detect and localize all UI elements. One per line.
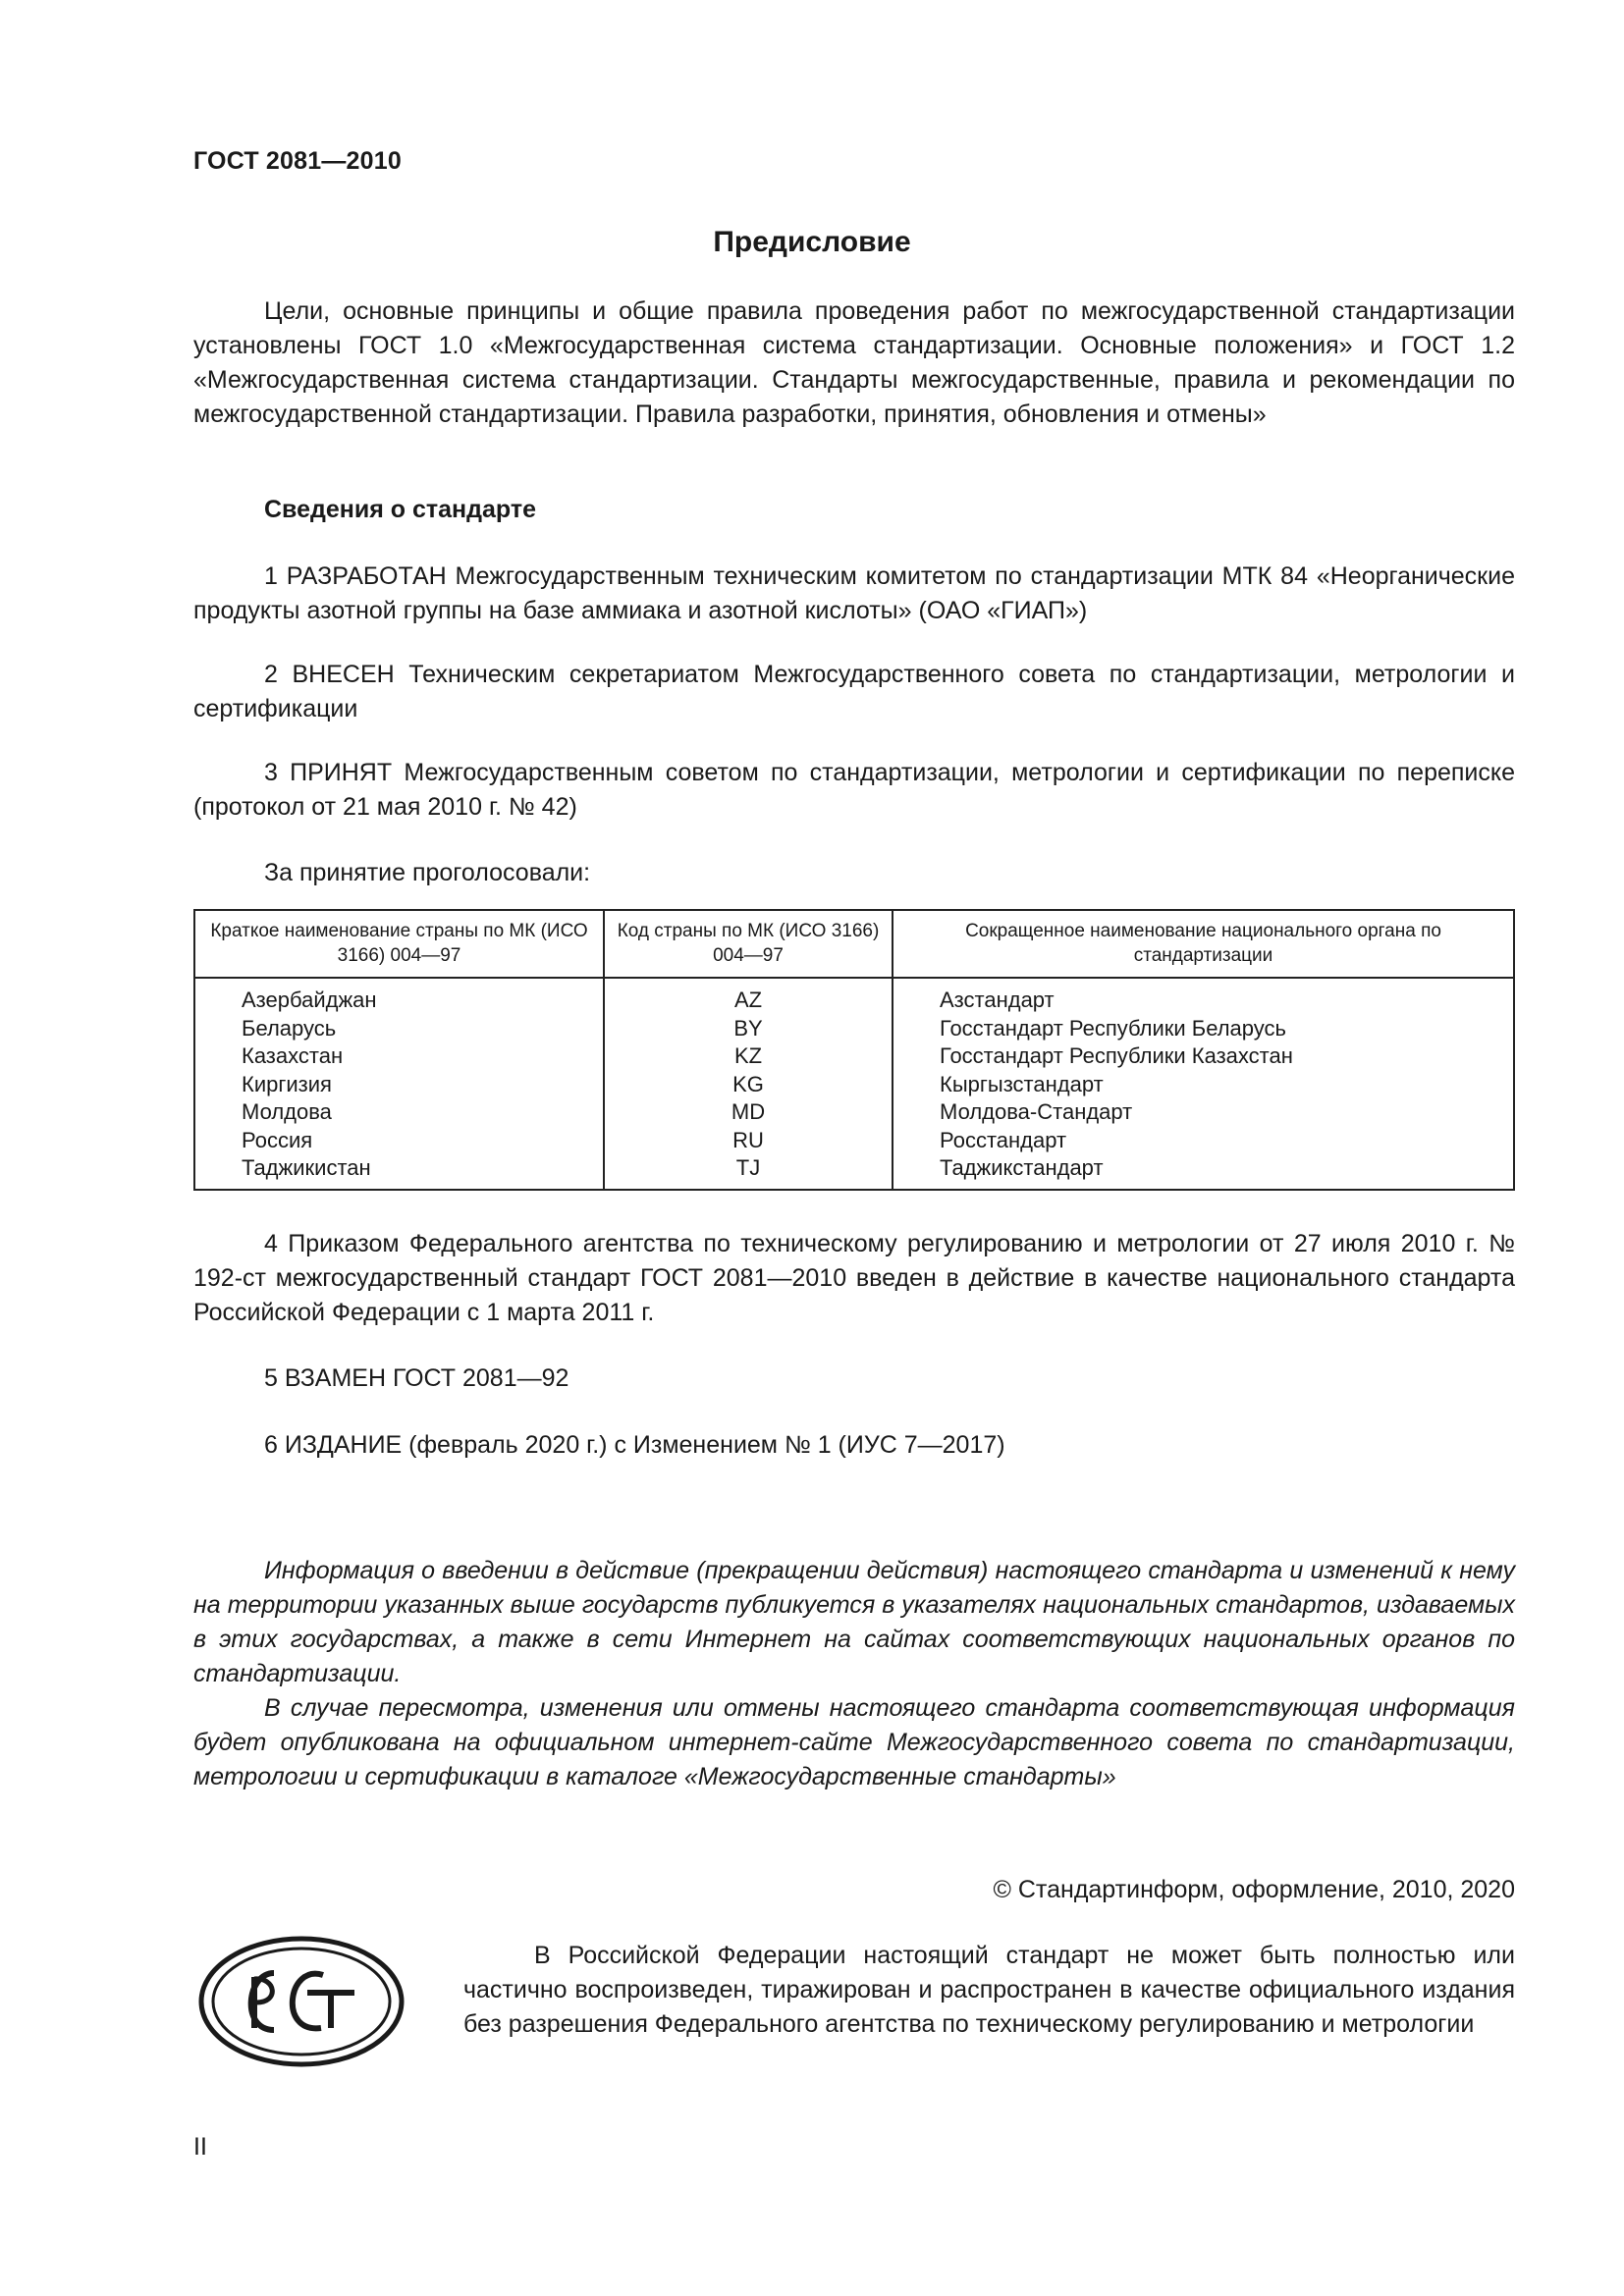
- standards-organ: Азстандарт: [893, 978, 1514, 1015]
- notice-paragraph-2: В случае пересмотра, изменения или отмены настоящего стандарта соответствующая информация будет опубликована на официальном интернет-сайте Межгосударственного совета по стандартизации, метрологии и сертификации в каталоге «Межгосударственные стандарты»: [193, 1694, 1515, 1790]
- item-edition: 6 ИЗДАНИЕ (февраль 2020 г.) с Изменением № 1 (ИУС 7—2017): [264, 1431, 1005, 1459]
- item-5-section: [193, 1362, 1515, 1396]
- country-name: Таджикистан: [194, 1154, 604, 1190]
- item-introduced: 2 ВНЕСЕН Техническим секретариатом Межгосударственного совета по стандартизации, метрологии и сертификации: [193, 661, 1515, 722]
- table-row: [194, 978, 1514, 1015]
- item-adopted: 3 ПРИНЯТ Межгосударственным советом по стандартизации, метрологии и сертификации по переписке (протокол от 21 мая 2010 г. № 42): [193, 759, 1515, 821]
- standards-organ: Молдова-Стандарт: [893, 1098, 1514, 1127]
- item-2-section: [193, 658, 1515, 726]
- document-code: ГОСТ 2081—2010: [193, 147, 402, 175]
- standards-organ: Росстандарт: [893, 1127, 1514, 1155]
- table-row: [194, 1071, 1514, 1099]
- standards-organ: Госстандарт Республики Казахстан: [893, 1042, 1514, 1071]
- item-4-section: [193, 1227, 1515, 1330]
- voted-label: За принятие проголосовали:: [264, 859, 591, 886]
- pct-certification-mark-icon: [197, 1934, 406, 2069]
- voted-label-section: [193, 856, 1515, 890]
- table-row: [194, 1015, 1514, 1043]
- page-title: Предисловие: [713, 226, 911, 258]
- country-name: Россия: [194, 1127, 604, 1155]
- info-heading: Сведения о стандарте: [264, 496, 537, 523]
- country-name: Казахстан: [194, 1042, 604, 1071]
- table-header-organ: Сокращенное наименование национального органа по стандартизации: [893, 910, 1514, 978]
- table-row: [194, 1154, 1514, 1190]
- country-code: BY: [604, 1015, 893, 1043]
- rights-notice: В Российской Федерации настоящий стандарт не может быть полностью или частично воспроизведен, тиражирован и распространен в качестве официального издания без разрешения Федерального агентства по техническому регулированию и метрологии: [463, 1942, 1515, 2038]
- copyright-line: © Стандартинформ, оформление, 2010, 2020: [993, 1876, 1515, 1903]
- standards-organ: Кыргызстандарт: [893, 1071, 1514, 1099]
- notice-paragraph-1: Информация о введении в действие (прекращении действия) настоящего стандарта и изменений к нему на территории указанных выше государств публикуется в указателях национальных стандартов, издаваемых в этих государствах, а также в сети Интернет на сайтах соответствующих национальных органов по стандартизации.: [193, 1557, 1515, 1687]
- country-name: Киргизия: [194, 1071, 604, 1099]
- intro-section: [193, 294, 1515, 432]
- notice-block: [193, 1554, 1515, 1794]
- table-header-row: [194, 910, 1514, 978]
- item-3-section: [193, 756, 1515, 825]
- country-code: AZ: [604, 978, 893, 1015]
- page-number: II: [193, 2133, 207, 2161]
- table-row: [194, 1127, 1514, 1155]
- country-code: MD: [604, 1098, 893, 1127]
- table-header-code: Код страны по МК (ИСО 3166) 004—97: [604, 910, 893, 978]
- info-heading-section: [193, 493, 1515, 527]
- country-code: TJ: [604, 1154, 893, 1190]
- country-name: Азербайджан: [194, 978, 604, 1015]
- item-order: 4 Приказом Федерального агентства по техническому регулированию и метрологии от 27 июля 2010 г. № 192-ст межгосударственный стандарт ГОСТ 2081—2010 введен в действие в качестве национального стандарта Российской Федерации с 1 марта 2011 г.: [193, 1230, 1515, 1326]
- standards-organ: Таджикстандарт: [893, 1154, 1514, 1190]
- country-code: KZ: [604, 1042, 893, 1071]
- item-1-section: [193, 560, 1515, 628]
- item-developed: 1 РАЗРАБОТАН Межгосударственным техническим комитетом по стандартизации МТК 84 «Неорганические продукты азотной группы на базе аммиака и азотной кислоты» (ОАО «ГИАП»): [193, 562, 1515, 624]
- voting-table: [193, 909, 1515, 1191]
- country-code: KG: [604, 1071, 893, 1099]
- table-row: [194, 1042, 1514, 1071]
- country-name: Беларусь: [194, 1015, 604, 1043]
- item-6-section: [193, 1428, 1515, 1463]
- standards-organ: Госстандарт Республики Беларусь: [893, 1015, 1514, 1043]
- country-code: RU: [604, 1127, 893, 1155]
- item-replaces: 5 ВЗАМЕН ГОСТ 2081—92: [264, 1364, 569, 1392]
- country-name: Молдова: [194, 1098, 604, 1127]
- table-header-country: Краткое наименование страны по МК (ИСО 3166) 004—97: [194, 910, 604, 978]
- table-row: [194, 1098, 1514, 1127]
- intro-paragraph: Цели, основные принципы и общие правила проведения работ по межгосударственной стандартизации установлены ГОСТ 1.0 «Межгосударственная система стандартизации. Основные положения» и ГОСТ 1.2 «Межгосударственная система стандартизации. Стандарты межгосударственные, правила и рекомендации по межгосударственной стандартизации. Правила разработки, принятия, обновления и отмены»: [193, 297, 1515, 428]
